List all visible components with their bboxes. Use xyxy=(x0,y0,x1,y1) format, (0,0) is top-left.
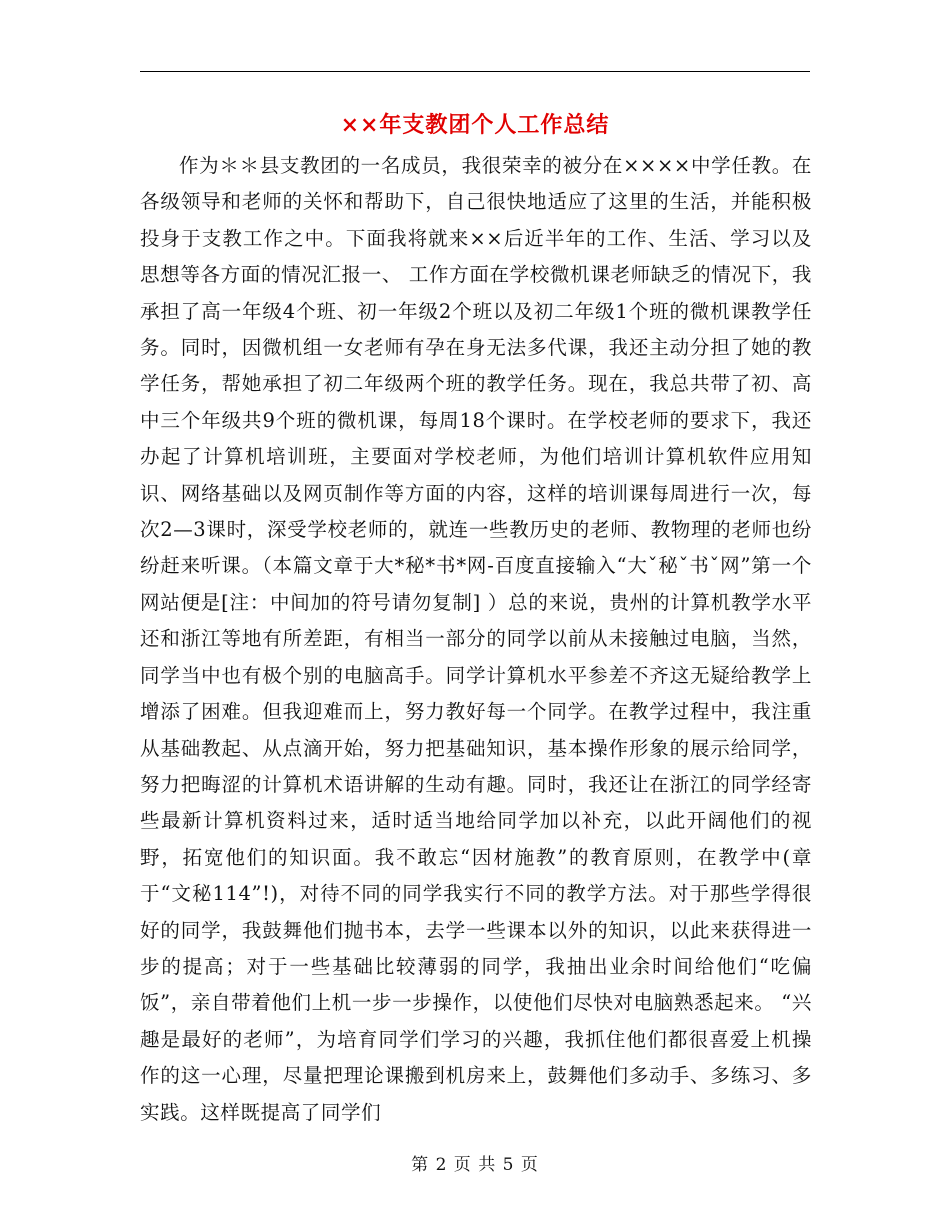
body-paragraph: 作为＊＊县支教团的一名成员，我很荣幸的被分在××××中学任教。在各级领导和老师的关怀和帮助下，自己很快地适应了这里的生活，并能积极投身于支教工作之中。下面我将就来××后近半年的工作、生活、学习以及思想等各方面的情况汇报一、 工作方面在学校微机课老师缺乏的情况下，我承担了高一年级4个班、初一年级2个班以及初二年级1个班的微机课教学任务。同时，因微机组一女老师有孕在身无法多代课，我还主动分担了她的教学任务，帮她承担了初二年级两个班的教学任务。现在，我总共带了初、高中三个年级共9个班的微机课，每周18个课时。在学校老师的要求下，我还办起了计算机培训班，主要面对学校老师，为他们培训计算机软件应用知识、网络基础以及网页制作等方面的内容，这样的培训课每周进行一次，每次2—3课时，深受学校老师的，就连一些教历史的老师、教物理的老师也纷纷赶来听课。（本篇文章于大*秘*书*网-百度直接输入“大ˇ秘ˇ书ˇ网”第一个网站便是[注：中间加的符号请勿复制] ）总的来说，贵州的计算机教学水平还和浙江等地有所差距，有相当一部分的同学以前从未接触过电脑，当然，同学当中也有极个别的电脑高手。同学计算机水平参差不齐这无疑给教学上增添了困难。但我迎难而上，努力教好每一个同学。在教学过程中，我注重从基础教起、从点滴开始，努力把基础知识，基本操作形象的展示给同学，努力把晦涩的计算机术语讲解的生动有趣。同时，我还让在浙江的同学经寄些最新计算机资料过来，适时适当地给同学加以补充，以此开阔他们的视野，拓宽他们的知识面。我不敢忘“因材施教”的教育原则，在教学中(章于“文秘114”!)，对待不同的同学我实行不同的教学方法。对于那些学得很好的同学，我鼓舞他们抛书本，去学一些课本以外的知识，以此来获得进一步的提高；对于一些基础比较薄弱的同学，我抽出业余时间给他们“吃偏饭”，亲自带着他们上机一步一步操作，以使他们尽快对电脑熟悉起来。 “兴趣是最好的老师”，为培育同学们学习的兴趣，我抓住他们都很喜爱上机操作的这一心理，尽量把理论课搬到机房来上，鼓舞他们多动手、多练习、多实践。这样既提高了同学们 xyxy=(140,154,812,1124)
header-rule xyxy=(140,71,810,72)
document-title: ××年支教团个人工作总结 xyxy=(340,112,610,138)
page-number-footer: 第 2 页 共 5 页 xyxy=(411,1155,539,1175)
